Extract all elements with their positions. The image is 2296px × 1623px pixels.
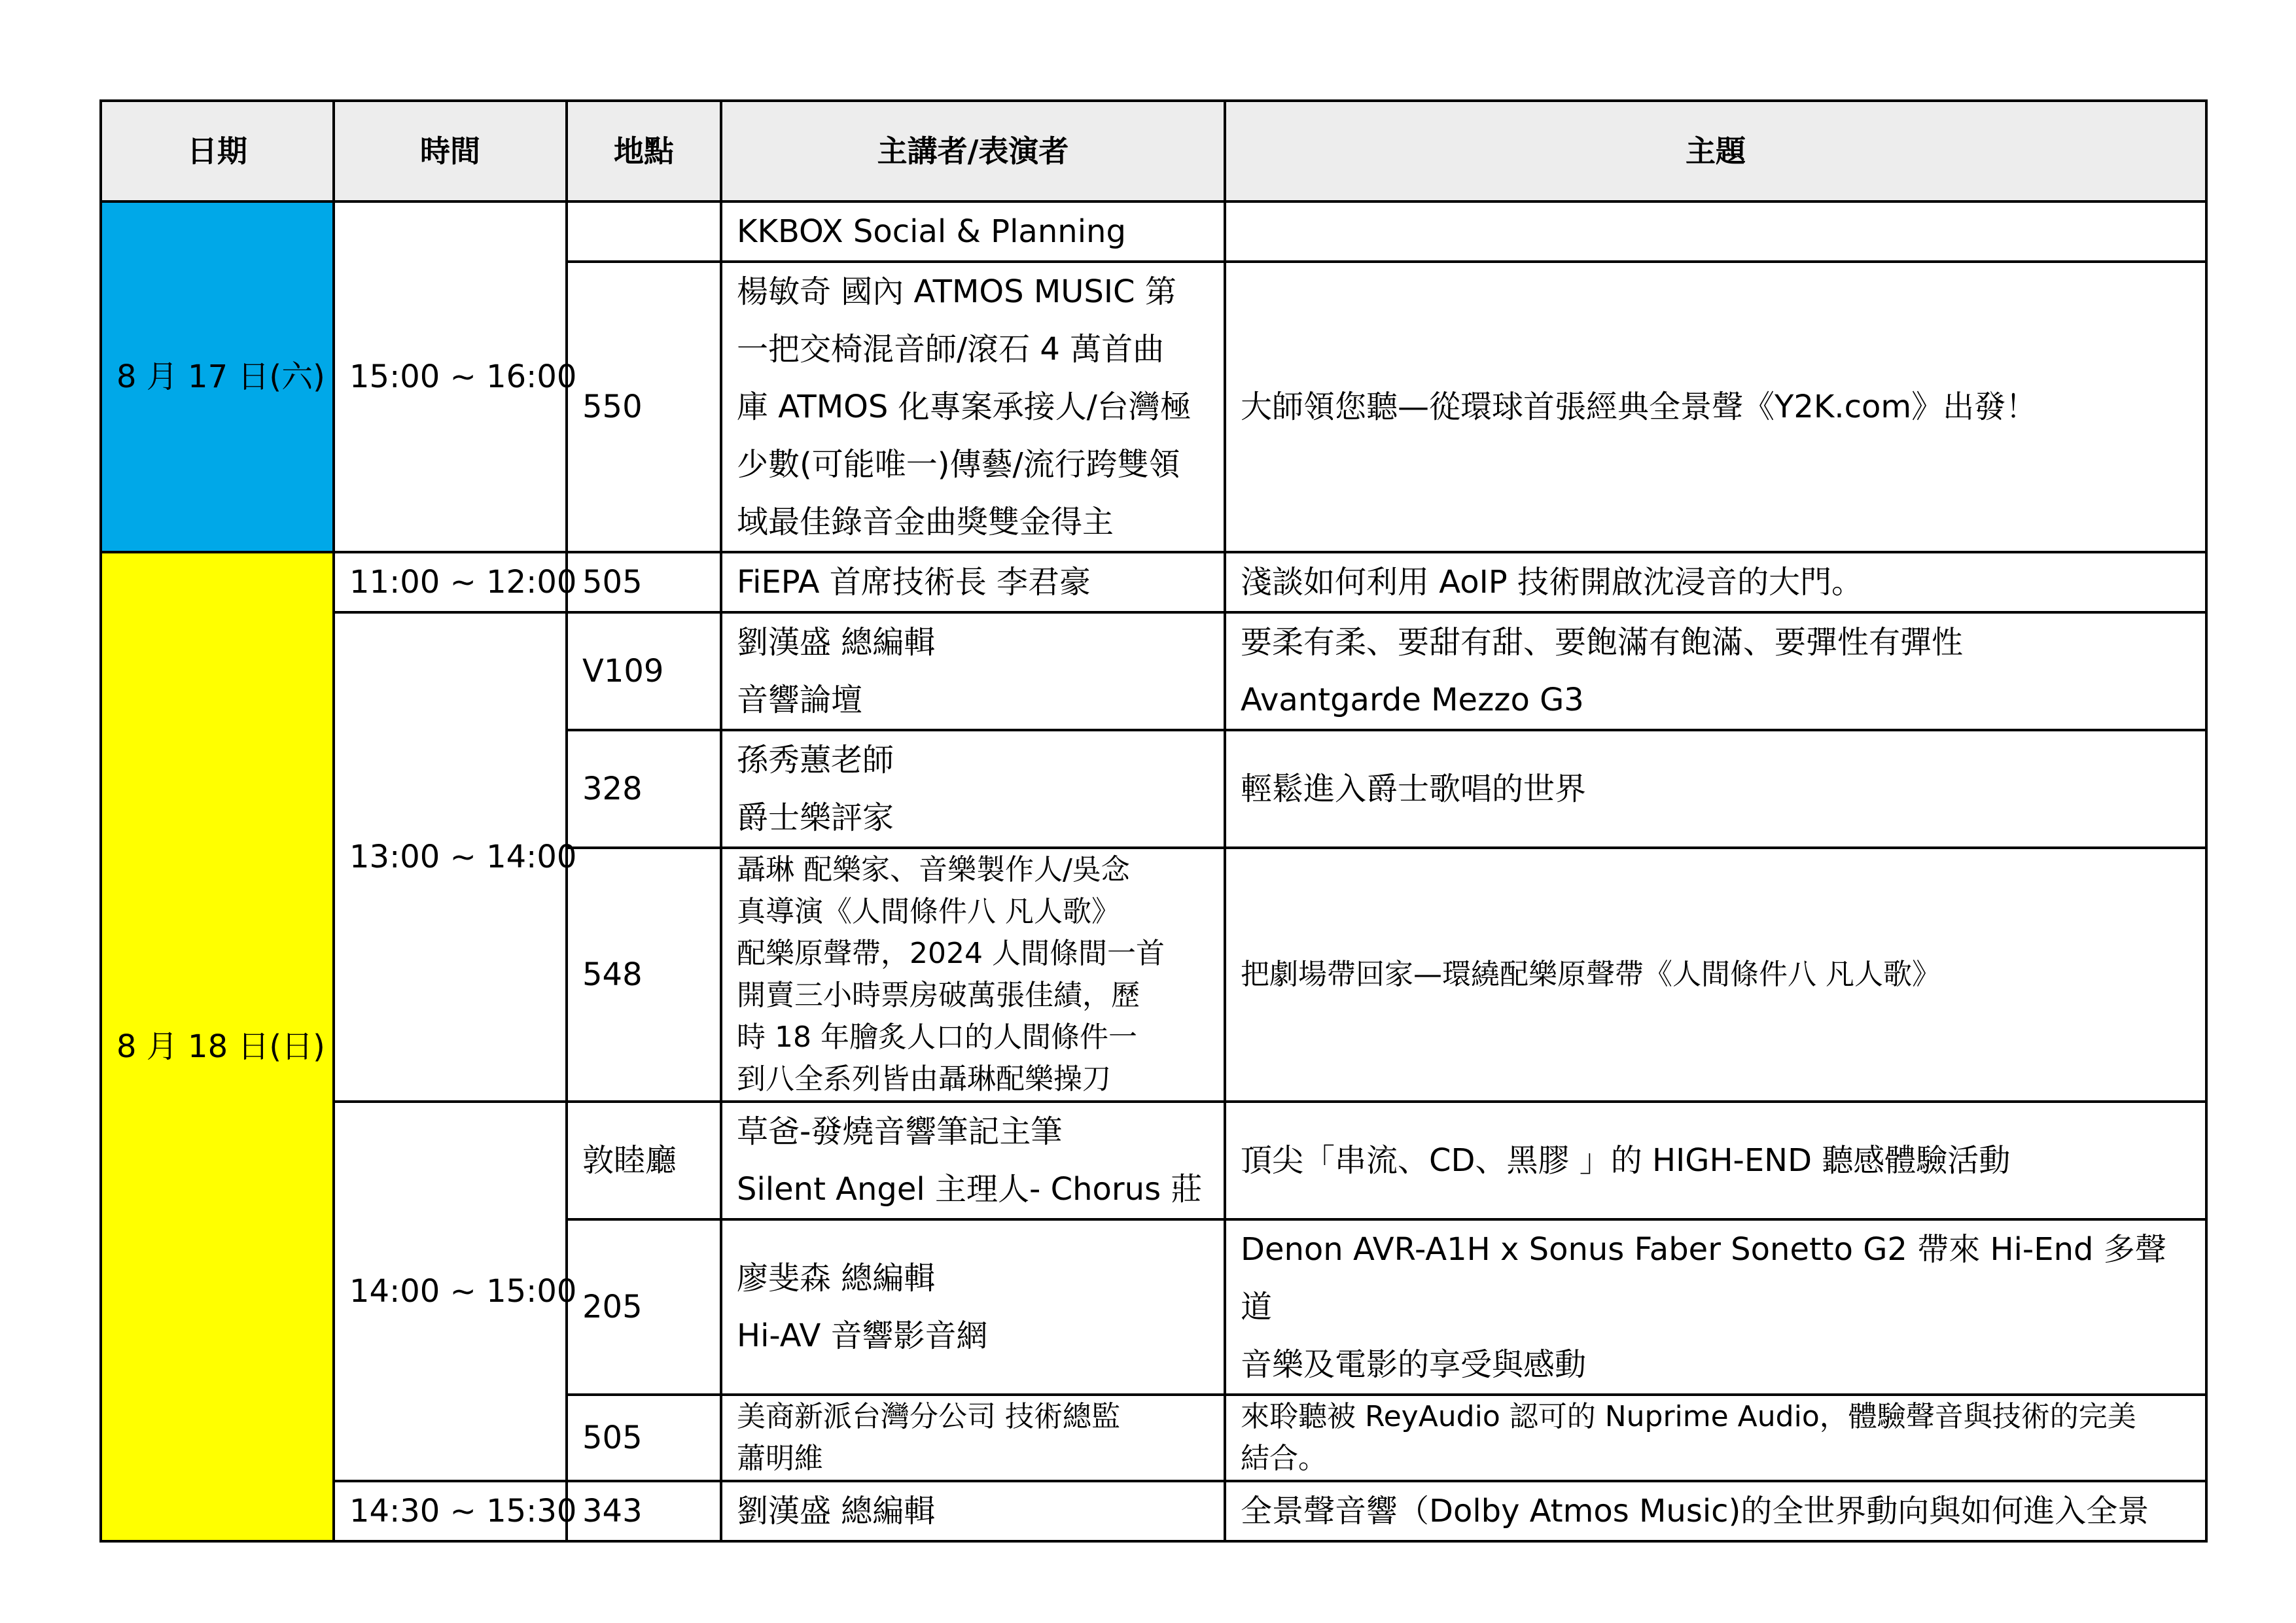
speaker-cell — [721, 730, 1225, 848]
topic-cell-line: 輕鬆進入爵士歌唱的世界 — [1241, 771, 1587, 807]
topic-cell-line — [1241, 203, 2191, 260]
speaker-cell — [721, 1395, 1225, 1481]
topic-cell-line: Avantgarde Mezzo G3 — [1241, 682, 1584, 718]
speaker-cell-line: 美商新派台灣分公司 技術總監 — [737, 1400, 1120, 1433]
topic-cell-line: 來聆聽被 ReyAudio 認可的 Nuprime Audio，體驗聲音與技術的完美 — [1241, 1400, 2136, 1433]
speaker-cell-line: 域最佳錄音金曲獎雙金得主 — [737, 504, 1114, 540]
topic-cell — [1225, 552, 2206, 612]
topic-cell-line: 要柔有柔、要甜有甜、要飽滿有飽滿、要彈性有彈性 — [1241, 624, 1964, 661]
topic-cell-line: 結合。 — [1241, 1442, 1327, 1475]
topic-cell — [1225, 201, 2206, 262]
topic-cell — [1225, 1395, 2206, 1481]
speaker-cell-line: 孫秀蕙老師 — [737, 742, 894, 778]
speaker-cell — [721, 612, 1225, 730]
header-row — [101, 101, 2206, 201]
time-cell: 14:00 ~ 15:00 — [334, 1102, 567, 1481]
speaker-cell-line: 庫 ATMOS 化專案承接人/台灣極 — [737, 389, 1192, 425]
topic-cell — [1225, 262, 2206, 552]
venue-cell: 敦睦廳 — [567, 1102, 721, 1219]
topic-cell-line: 淺談如何利用 AoIP 技術開啟沈浸音的大門。 — [1241, 564, 1863, 601]
speaker-cell-line: 劉漢盛 總編輯 — [737, 624, 936, 661]
venue-cell: 548 — [567, 848, 721, 1102]
topic-cell — [1225, 612, 2206, 730]
speaker-cell-line: 草爸-發燒音響筆記主筆 — [737, 1113, 1063, 1150]
date-cell: 8 月 17 日(六) — [101, 201, 334, 552]
speaker-cell-line: 到八全系列皆由聶琳配樂操刀 — [737, 1062, 1111, 1096]
table-row — [101, 1481, 2206, 1541]
speaker-cell-line: 廖斐森 總編輯 — [737, 1260, 936, 1297]
topic-cell — [1225, 848, 2206, 1102]
speaker-cell-line: Silent Angel 主理人- Chorus 莊 — [737, 1171, 1203, 1208]
topic-cell-line: 頂尖「串流、CD、黑膠 」的 HIGH-END 聽感體驗活動 — [1241, 1142, 2011, 1179]
speaker-cell-line: 少數(可能唯一)傳藝/流行跨雙領 — [737, 446, 1180, 483]
header-speaker: 主講者/表演者 — [721, 101, 1225, 201]
table-row — [101, 1102, 2206, 1219]
table-row — [101, 201, 2206, 262]
venue-cell — [567, 201, 721, 262]
topic-cell-line: 音樂及電影的享受與感動 — [1241, 1346, 1587, 1383]
topic-cell-line: Denon AVR-A1H x Sonus Faber Sonetto G2 帶來 Hi-End 多聲道 — [1241, 1231, 2166, 1325]
venue-cell: 550 — [567, 262, 721, 552]
speaker-cell — [721, 848, 1225, 1102]
venue-cell: V109 — [567, 612, 721, 730]
speaker-cell — [721, 552, 1225, 612]
speaker-cell-line: 聶琳 配樂家、音樂製作人/吳念 — [737, 853, 1130, 886]
table-row — [101, 612, 2206, 730]
speaker-cell-line: 時 18 年膾炙人口的人間條件一 — [737, 1021, 1137, 1054]
topic-cell-line: 全景聲音響（Dolby Atmos Music)的全世界動向與如何進入全景 — [1241, 1493, 2149, 1529]
speaker-cell-line: 蕭明維 — [737, 1442, 823, 1475]
header-time: 時間 — [334, 101, 567, 201]
topic-cell — [1225, 1102, 2206, 1219]
venue-cell: 343 — [567, 1481, 721, 1541]
speaker-cell — [721, 1219, 1225, 1395]
venue-cell: 205 — [567, 1219, 721, 1395]
header-date: 日期 — [101, 101, 334, 201]
schedule-table — [99, 99, 2208, 1543]
header-topic: 主題 — [1225, 101, 2206, 201]
time-cell: 15:00 ~ 16:00 — [334, 201, 567, 552]
time-cell: 11:00 ~ 12:00 — [334, 552, 567, 612]
speaker-cell — [721, 1102, 1225, 1219]
table-row — [101, 552, 2206, 612]
speaker-cell-line: 一把交椅混音師/滾石 4 萬首曲 — [737, 331, 1165, 368]
speaker-cell-line: Hi-AV 音響影音網 — [737, 1318, 988, 1354]
venue-cell: 328 — [567, 730, 721, 848]
speaker-cell-line: FiEPA 首席技術長 李君豪 — [737, 564, 1091, 601]
topic-cell — [1225, 1219, 2206, 1395]
topic-cell — [1225, 730, 2206, 848]
speaker-cell-line: 劉漢盛 總編輯 — [737, 1493, 936, 1529]
speaker-cell-line: 音響論壇 — [737, 682, 863, 718]
date-cell: 8 月 18 日(日) — [101, 552, 334, 1541]
speaker-cell-line: 開賣三小時票房破萬張佳績，歷 — [737, 979, 1140, 1012]
speaker-cell-line: 楊敏奇 國內 ATMOS MUSIC 第 — [737, 273, 1176, 310]
speaker-cell — [721, 262, 1225, 552]
venue-cell: 505 — [567, 1395, 721, 1481]
topic-cell-line: 把劇場帶回家—環繞配樂原聲帶《人間條件八 凡人歌》 — [1241, 958, 1941, 991]
speaker-cell-line: 配樂原聲帶，2024 人間條間一首 — [737, 937, 1165, 970]
time-cell: 13:00 ~ 14:00 — [334, 612, 567, 1102]
speaker-cell-line: KKBOX Social & Planning — [737, 213, 1126, 250]
topic-cell — [1225, 1481, 2206, 1541]
speaker-cell — [721, 1481, 1225, 1541]
speaker-cell-line: 爵士樂評家 — [737, 799, 894, 836]
venue-cell: 505 — [567, 552, 721, 612]
time-cell: 14:30 ~ 15:30 — [334, 1481, 567, 1541]
header-venue: 地點 — [567, 101, 721, 201]
topic-cell-line: 大師領您聽—從環球首張經典全景聲《Y2K.com》出發！ — [1241, 389, 2038, 425]
speaker-cell-line: 真導演《人間條件八 凡人歌》 — [737, 895, 1120, 928]
speaker-cell — [721, 201, 1225, 262]
